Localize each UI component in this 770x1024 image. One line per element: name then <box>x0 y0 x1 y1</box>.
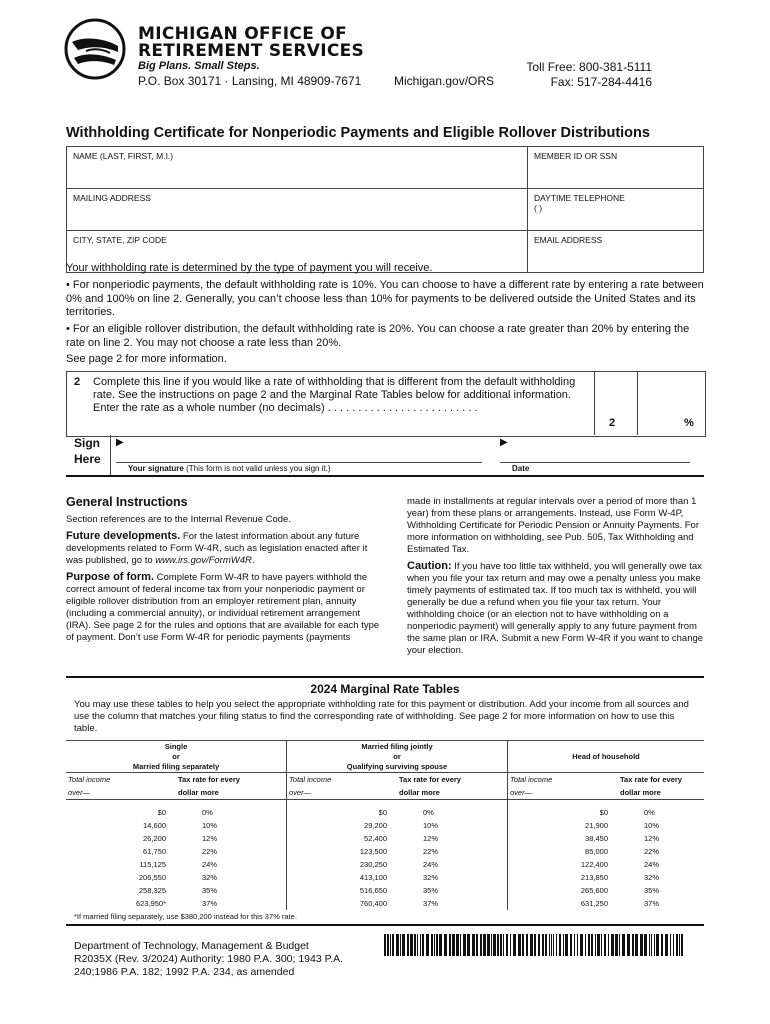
barcode-bar <box>436 934 438 956</box>
income-cell: $0 <box>157 808 166 817</box>
form-title: Withholding Certificate for Nonperiodic Payments and Eligible Rollover Distributions <box>66 125 650 141</box>
barcode-bar <box>574 934 575 956</box>
rate-cell: 22% <box>397 845 508 858</box>
org-line1: MICHIGAN OFFICE OF <box>138 24 348 44</box>
barcode-bar <box>493 934 496 956</box>
income-cell: 123,500 <box>359 847 387 856</box>
barcode-bar <box>384 934 386 956</box>
barcode-bar <box>402 934 405 956</box>
signature-label: Your signature <box>128 464 184 473</box>
barcode-bar <box>480 934 482 956</box>
barcode-bar <box>530 934 533 956</box>
income-cell: 14,600 <box>143 821 166 830</box>
barcode-bar <box>392 934 394 956</box>
rate-cell: 24% <box>644 860 660 869</box>
subhead-dollar-more: dollar more <box>176 786 287 800</box>
rate-cell: 10% <box>176 819 287 832</box>
barcode-bar <box>595 934 596 956</box>
barcode-bar <box>449 934 451 956</box>
rate-row <box>66 858 704 871</box>
subhead-dollar-more: dollar more <box>397 786 508 800</box>
barcode-bar <box>679 934 680 956</box>
subhead-tax-rate: Tax rate for every <box>620 775 682 784</box>
subhead-total-income: Total income <box>289 775 332 784</box>
mailing-address: P.O. Box 30171 · Lansing, MI 48909-7671 <box>138 74 362 88</box>
barcode-bar <box>506 934 508 956</box>
income-cell: 29,200 <box>364 821 387 830</box>
barcode-bar <box>526 934 528 956</box>
intro-p2: • For nonperiodic payments, the default withholding rate is 10%. You can choose to have a different rate by entering a rate between 0% and 100% on line 2. Generally, you can’t choose less than 10% for payments to be delivered outside the United States and its territories. <box>66 279 704 318</box>
caution-heading: Caution: <box>407 560 452 572</box>
income-cell: 206,550 <box>138 873 166 882</box>
rate-cell: 10% <box>397 819 508 832</box>
income-cell: 258,325 <box>138 886 166 895</box>
barcode-bar <box>472 934 475 956</box>
barcode-bar <box>476 934 478 956</box>
website: Michigan.gov/ORS <box>394 74 495 88</box>
irs-link[interactable]: www.irs.gov/FormW4R <box>155 555 252 566</box>
pf-heading: Purpose of form. <box>66 571 155 583</box>
barcode-bar <box>444 934 447 956</box>
sign-divider <box>110 435 111 475</box>
instructions-right <box>407 496 705 657</box>
rate-row <box>66 897 704 910</box>
barcode-bar <box>467 934 470 956</box>
rate-row <box>66 871 704 884</box>
sign-word: Sign <box>74 436 100 450</box>
barcode-bar <box>553 934 554 956</box>
header-mfj: Married filing jointly or Qualifying surviving spouse <box>287 741 508 773</box>
date-arrow-icon: ▶ <box>500 437 508 448</box>
caution-text: If you have too little tax withheld, you will generally owe tax when you file your tax return and may owe a penalty unless you make timely payments of estimated tax. If too much tax is withheld, you will generally be due a refund when you file your tax return. Your withholding choice (or an election not to have withholding on a nonperiodic payment) will generally apply to any future payment from the same plan or IRA. Submit a new Form W-4R if you want to change your election. <box>407 561 704 656</box>
barcode-bar <box>545 934 547 956</box>
caution <box>407 560 705 657</box>
barcode-bar <box>644 934 647 956</box>
date-field[interactable] <box>500 440 690 463</box>
income-cell: 230,250 <box>359 860 387 869</box>
income-cell: 115,125 <box>139 860 166 869</box>
signature-caption <box>128 464 331 473</box>
barcode-bar <box>456 934 459 956</box>
mailing-address-field[interactable] <box>67 189 528 231</box>
signature-arrow-icon: ▶ <box>116 437 124 448</box>
barcode-bar <box>656 934 659 956</box>
rate-cell: 12% <box>644 834 660 843</box>
barcode-bar <box>387 934 389 956</box>
personal-info-table <box>66 146 704 273</box>
gi-right-para: made in installments at regular intervals over a period of more than 1 year) from these plans or arrangements. Instead, use Form W-4P, Withholding Certificate for Periodic Pension or Annuity Payments. For more information on withholding, see Pub. 505, Tax Withholding and Estimated Tax. <box>407 496 699 555</box>
pf-text: Complete Form W-4R to have payers withhold the correct amount of federal income tax from your nonperiodic payment or eligible rollover distribution from an employer retirement plan, annuity (including a commercial annuity), or individual retirement arrangement (IRA). See page 2 for the rules and options that are available for each type of payment. Don’t use Form W-4R for periodic payments (payments <box>66 572 380 643</box>
barcode-bar <box>665 934 668 956</box>
rate-cell: 22% <box>644 847 660 856</box>
marginal-rate-table <box>66 740 704 910</box>
income-cell: $0 <box>599 808 608 817</box>
barcode-bar <box>497 934 499 956</box>
rate-cell: 12% <box>176 832 287 845</box>
barcode-bar <box>611 934 614 956</box>
barcode-bar <box>601 934 602 956</box>
barcode-bar <box>681 934 683 956</box>
instructions-left <box>66 496 382 644</box>
subhead-total-income: Total income <box>68 775 111 784</box>
org-name <box>138 26 364 60</box>
footer-form: R2035X (Rev. 3/2024) Authority: 1980 P.A. 300; 1943 P.A. 240;1986 P.A. 182; 1992 P.A. 234, as amended <box>74 953 344 978</box>
income-cell: 38,450 <box>585 834 608 843</box>
barcode-bar <box>463 934 466 956</box>
subhead-total-income: Total income <box>510 775 553 784</box>
rate-row <box>66 832 704 845</box>
mailing-label: MAILING ADDRESS <box>73 193 151 203</box>
income-cell: 85,000 <box>585 847 608 856</box>
line2-box-number: 2 <box>609 417 616 429</box>
barcode-bar <box>627 934 630 956</box>
line2-number: 2 <box>74 376 81 388</box>
rate-row <box>66 884 704 897</box>
city-label: CITY, STATE, ZIP CODE <box>73 235 167 245</box>
intro-p3: • For an eligible rollover distribution, the default withholding rate is 20%. You can choose a rate greater than 20% by entering the rate on line 2. You may not choose a rate less than 20%. <box>66 323 690 349</box>
signature-field[interactable] <box>116 440 482 463</box>
barcode-bar <box>414 934 416 956</box>
section-rule <box>66 475 704 477</box>
barcode-bar <box>439 934 442 956</box>
contact-numbers <box>520 60 652 90</box>
rate-cell: 37% <box>176 897 287 910</box>
fd-text: For the latest information about any future developments related to Form W-4R, such as legislation enacted after it was published, go to <box>66 531 368 566</box>
income-cell: 122,400 <box>580 860 608 869</box>
tagline: Big Plans. Small Steps. <box>138 60 260 72</box>
barcode-bar <box>431 934 433 956</box>
barcode-bar <box>426 934 429 956</box>
barcode-bar <box>608 934 609 956</box>
barcode-bar <box>635 934 638 956</box>
member-label: MEMBER ID OR SSN <box>534 151 618 161</box>
sign-here-label <box>74 435 101 467</box>
barcode-bar <box>510 934 511 956</box>
header-hoh: Head of household <box>508 741 705 773</box>
subhead-over: over— <box>289 788 312 797</box>
header-single: Single or Married filing separately <box>66 741 287 773</box>
barcode-bar <box>559 934 561 956</box>
email-label: EMAIL ADDRESS <box>534 235 603 245</box>
rate-cell: 0% <box>176 800 287 820</box>
barcode-bar <box>551 934 552 956</box>
rate-cell: 35% <box>644 886 660 895</box>
rate-row <box>66 819 704 832</box>
future-developments <box>66 530 382 567</box>
fax: Fax: 517-284-4416 <box>550 75 652 89</box>
phone-parens: ( ) <box>534 203 543 213</box>
section-rule <box>66 924 704 926</box>
subhead-over: over— <box>510 788 533 797</box>
gi-ref: Section references are to the Internal Revenue Code. <box>66 514 291 525</box>
rate-cell: 35% <box>397 884 508 897</box>
barcode-bar <box>632 934 634 956</box>
subhead-dollar-more: dollar more <box>620 788 661 797</box>
barcode-bar <box>503 934 504 956</box>
income-cell: 631,250 <box>580 899 608 908</box>
barcode-bar <box>538 934 540 956</box>
barcode-bar <box>597 934 600 956</box>
rate-cell: 24% <box>176 858 287 871</box>
barcode-bar <box>651 934 652 956</box>
rate-cell: 0% <box>397 800 508 820</box>
barcode-bar <box>513 934 516 956</box>
line2-divider <box>637 371 638 435</box>
income-cell: $0 <box>378 808 387 817</box>
barcode-bar <box>434 934 435 956</box>
barcode-bar <box>420 934 421 956</box>
toll-free: Toll Free: 800-381-5111 <box>526 60 652 74</box>
signature-note: (This form is not valid unless you sign it.) <box>183 464 331 473</box>
barcode-bar <box>585 934 586 956</box>
income-cell: 623,950* <box>135 899 166 908</box>
barcode-bar <box>542 934 544 956</box>
rate-cell: 32% <box>397 871 508 884</box>
barcode-bar <box>673 934 674 956</box>
barcode-bar <box>410 934 413 956</box>
section-rule <box>66 676 704 678</box>
income-cell: 21,900 <box>585 821 608 830</box>
barcode-bar <box>604 934 606 956</box>
barcode-bar <box>522 934 524 956</box>
subhead-over: over— <box>68 788 91 797</box>
phone-field[interactable] <box>528 189 704 231</box>
footer-dept: Department of Technology, Management & Budget <box>74 940 309 952</box>
barcode-bar <box>390 934 391 956</box>
barcode-bar <box>580 934 583 956</box>
rate-cell: 37% <box>644 899 660 908</box>
barcode-bar <box>534 934 536 956</box>
intro-p1: Your withholding rate is determined by the type of payment you will receive. <box>66 262 433 274</box>
barcode-bar <box>640 934 643 956</box>
income-cell: 516,650 <box>359 886 387 895</box>
income-cell: 213,850 <box>580 873 608 882</box>
rate-cell: 10% <box>644 821 660 830</box>
footer-text <box>74 940 374 979</box>
barcode-bar <box>588 934 590 956</box>
subhead-tax-rate: Tax rate for every <box>176 773 287 787</box>
barcode-bar <box>491 934 492 956</box>
barcode-bar <box>615 934 618 956</box>
barcode-bar <box>460 934 461 956</box>
barcode-bar <box>577 934 578 956</box>
barcode-bar <box>622 934 625 956</box>
barcode-bar <box>422 934 424 956</box>
barcode <box>384 934 686 956</box>
name-field[interactable] <box>67 147 528 189</box>
rate-cell: 32% <box>176 871 287 884</box>
barcode-bar <box>670 934 671 956</box>
name-label: NAME (LAST, FIRST, M.I.) <box>73 151 174 161</box>
barcode-bar <box>570 934 572 956</box>
barcode-bar <box>591 934 593 956</box>
barcode-bar <box>400 934 401 956</box>
fd-end: . <box>251 555 255 566</box>
barcode-bar <box>676 934 678 956</box>
barcode-bar <box>407 934 409 956</box>
barcode-bar <box>556 934 557 956</box>
rate-cell: 24% <box>397 858 508 871</box>
barcode-bar <box>661 934 663 956</box>
line2-divider <box>594 371 595 435</box>
barcode-bar <box>487 934 490 956</box>
here-word: Here <box>74 452 101 466</box>
barcode-bar <box>649 934 650 956</box>
percent-sign: % <box>684 417 694 429</box>
member-id-field[interactable] <box>528 147 704 189</box>
rate-cell: 35% <box>176 884 287 897</box>
rate-cell: 37% <box>397 897 508 910</box>
income-cell: 61,750 <box>143 847 166 856</box>
rate-row <box>66 845 704 858</box>
income-cell: 265,600 <box>580 886 608 895</box>
barcode-bar <box>500 934 502 956</box>
ors-logo <box>64 18 126 80</box>
barcode-bar <box>563 934 564 956</box>
barcode-bar <box>549 934 550 956</box>
intro-p4: See page 2 for more information. <box>66 353 227 365</box>
rate-footnote: *If married filing separately, use $380,200 instead for this 37% rate. <box>74 912 297 921</box>
rate-row <box>66 800 704 820</box>
subhead-tax-rate: Tax rate for every <box>397 773 508 787</box>
barcode-bar <box>452 934 455 956</box>
barcode-bar <box>518 934 521 956</box>
barcode-bar <box>483 934 486 956</box>
income-cell: 760,400 <box>359 899 387 908</box>
rate-cell: 0% <box>644 808 655 817</box>
purpose-of-form <box>66 571 382 644</box>
fd-heading: Future developments. <box>66 530 181 542</box>
phone-label: DAYTIME TELEPHONE <box>534 193 625 203</box>
barcode-bar <box>619 934 620 956</box>
income-cell: 413,100 <box>359 873 387 882</box>
rate-cell: 12% <box>397 832 508 845</box>
date-label: Date <box>512 464 530 473</box>
line2-text: Complete this line if you would like a rate of withholding that is different from the default withholding rate. See the instructions on page 2 and the Marginal Rate Tables below for additional information. Enter the rate as a whole number (no decimals) . . . . . . . . . . . . . . . . . . . . . . . . . <box>93 376 576 414</box>
income-cell: 52,400 <box>364 834 387 843</box>
barcode-bar <box>396 934 399 956</box>
gi-heading: General Instructions <box>66 495 188 509</box>
barcode-bar <box>654 934 655 956</box>
barcode-bar <box>565 934 568 956</box>
rate-tables-intro: You may use these tables to help you select the appropriate withholding rate for this payment or distribution. Add your income from all sources and use the column that matches your filing status to find the corresponding rate of withholding. See page 2 for more information on how to use this table. <box>74 699 689 734</box>
rate-tables-heading: 2024 Marginal Rate Tables <box>310 682 460 696</box>
rate-cell: 22% <box>176 845 287 858</box>
org-line2: RETIREMENT SERVICES <box>138 41 365 61</box>
rate-cell: 32% <box>644 873 660 882</box>
income-cell: 26,200 <box>143 834 166 843</box>
barcode-bar <box>417 934 418 956</box>
